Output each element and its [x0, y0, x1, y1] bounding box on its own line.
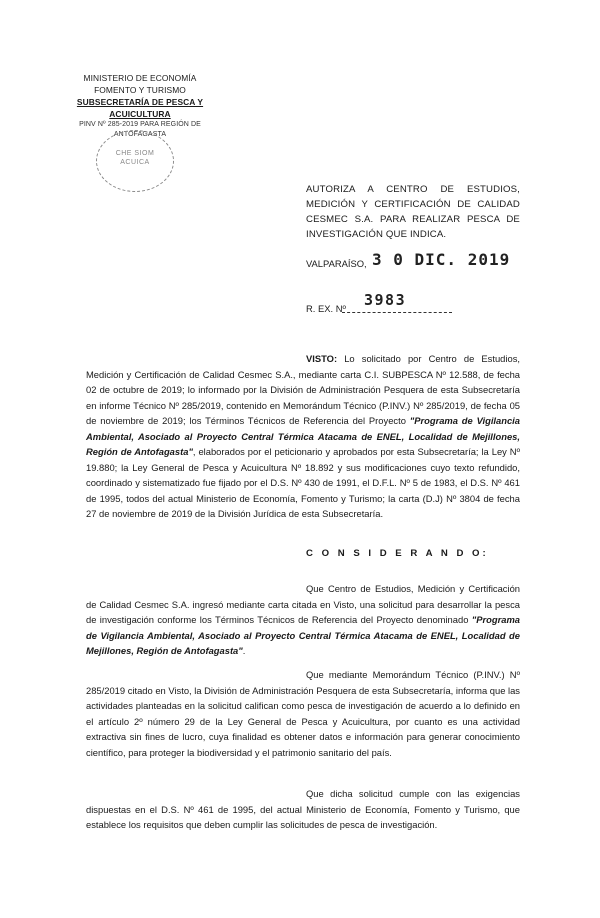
ministry-line-1: MINISTERIO DE ECONOMÍA	[83, 73, 197, 83]
visto-text-2: , elaborados por el peticionario y aprobados por esta Subsecretaría; la Ley Nº 19.880; la Ley General de Pesca y Acuicultura Nº 18.892 y sus modificaciones cuyo texto refundido, coordinado y sistematizado fue fijado por el D.S. Nº 430 de 1991, el D.F.L. Nº 5 de 1983, el D.S. Nº 461 de 1995, todos del actual Ministerio de Economía, Fomento y Turismo; la carta (D.J) Nº 3804 de fecha 27 de noviembre de 2019 de la División Jurídica de esta Subsecretaría.	[86, 446, 520, 519]
region-name: ANTOFAGASTA	[113, 131, 167, 138]
considerando-paragraph-1	[86, 581, 520, 659]
place-date-row	[306, 250, 511, 269]
ministry-line-2: FOMENTO Y TURISMO	[94, 85, 186, 95]
considerando-1-text: Que Centro de Estudios, Medición y Certificación de Calidad Cesmec S.A. ingresó mediante carta citada en Visto, una solicitud para desarrollar la pesca de investigación conforme los Términos Técnicos de Referencia del Proyecto denominado	[86, 583, 520, 625]
pinv-reference: PINV Nº 285-2019 PARA REGIÓN DE	[79, 121, 201, 128]
considerando-1-end: .	[242, 645, 246, 656]
rex-label: R. EX. Nº	[306, 303, 346, 314]
subsecretaria-name: SUBSECRETARÍA DE PESCA Y ACUICULTURA	[76, 97, 204, 119]
stamp-line-2: ACUICA	[120, 159, 150, 166]
considerando-1-project-title: "Programa de Vigilancia Ambiental, Asociado al Proyecto Central Térmica Atacama de ENEL, Localidad de Mejillones, Región de Antofagasta"	[86, 614, 520, 656]
stamp-text	[115, 149, 155, 167]
resolution-number-row	[306, 291, 407, 314]
considerando-heading: C O N S I D E R A N D O:	[306, 548, 489, 559]
number-underline	[342, 312, 452, 313]
stamp-line-1: CHE SIOM	[115, 150, 155, 157]
resolution-subject: AUTORIZA A CENTRO DE ESTUDIOS, MEDICIÓN Y CERTIFICACIÓN DE CALIDAD CESMEC S.A. PARA REALIZAR PESCA DE INVESTIGACIÓN QUE INDICA.	[306, 184, 520, 240]
place-label: VALPARAÍSO,	[306, 258, 367, 269]
official-stamp-icon	[96, 130, 174, 192]
considerando-paragraph-3: Que dicha solicitud cumple con las exigencias dispuestas en el D.S. Nº 461 de 1995, del actual Ministerio de Economía, Fomento y Turismo, que establece los requisitos que deben cumplir las solicitudes de pesca de investigación.	[86, 788, 520, 830]
resolution-number: 3983	[364, 291, 407, 309]
visto-project-title: "Programa de Vigilancia Ambiental, Asociado al Proyecto Central Térmica Atacama de ENEL, Localidad de Mejillones, Región de Antofagasta"	[86, 415, 521, 457]
visto-text-1: Lo solicitado por Centro de Estudios, Medición y Certificación de Calidad Cesmec S.A., mediante carta C.I. SUBPESCA Nº 12.588, de fecha 02 de octubre de 2019; lo informado por la División de Administración Pesquera de esta Subsecretaría en informe Técnico Nº 285/2019, contenido en Memorándum Técnico (P.INV.) Nº 285/2019, de fecha 05 de noviembre de 2019; los Términos Técnicos de Referencia del Proyecto	[86, 353, 520, 426]
resolution-date: 3 0 DIC. 2019	[372, 250, 511, 269]
considerando-paragraph-2: Que mediante Memorándum Técnico (P.INV.) Nº 285/2019 citado en Visto, la División de Administración Pesquera de esta Subsecretaría, informa que las actividades planteadas en la solicitud califican como pesca de investigación de acuerdo a lo definido en el artículo 2º número 29 de la Ley General de Pesca y Acuicultura, por cuanto es una actividad extractiva sin fines de lucro, cuya finalidad es obtener datos e información para generar conocimiento científico, para proteger la biodiversidad y el patrimonio sanitario del país.	[86, 669, 520, 758]
visto-lead: VISTO:	[306, 353, 338, 364]
visto-paragraph	[86, 351, 520, 522]
